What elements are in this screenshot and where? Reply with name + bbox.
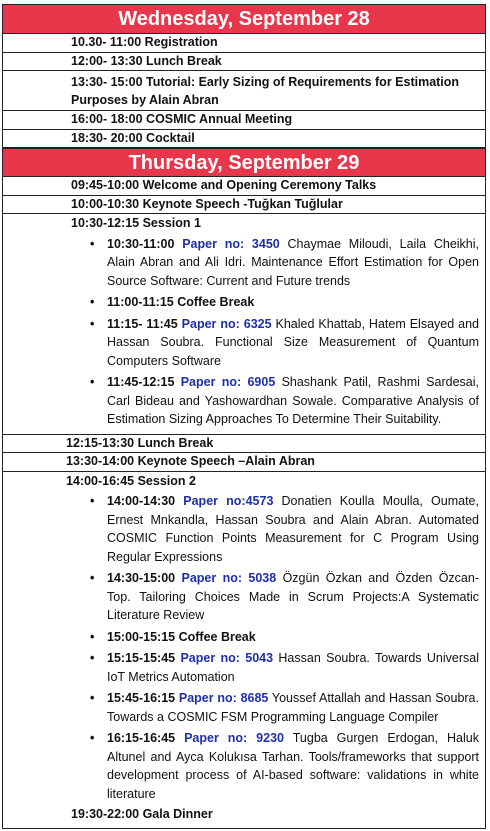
talk-item: • 11:00-11:15 Coffee Break bbox=[71, 293, 479, 312]
paper-number: Paper no: 8685 bbox=[178, 691, 269, 705]
session-2-title: 14:00-16:45 Session 2 bbox=[66, 473, 196, 488]
paper-number: Paper no: 6325 bbox=[181, 316, 272, 331]
talk-item: • 11:15- 11:45 Paper no: 6325 Khaled Khattab, Hatem Elsayed and Hassan Soubra. Functional Size Measurement of Quantum Computers Software bbox=[71, 315, 479, 371]
schedule-row-keynote: 10:00-10:30 Keynote Speech -Tuğkan Tuğlular bbox=[3, 196, 485, 215]
session-1-title: 10:30-12:15 Session 1 bbox=[71, 216, 201, 230]
talk-item: • 15:00-15:15 Coffee Break bbox=[71, 628, 479, 647]
session-1-talk-list bbox=[71, 235, 479, 429]
session-2-talk-list bbox=[71, 492, 479, 803]
schedule-row-welcome: 09:45-10:00 Welcome and Opening Ceremony Talks bbox=[3, 177, 485, 196]
talk-item: • 16:15-16:45 Paper no: 9230 Tugba Gurgen Erdogan, Haluk Altunel and Ayca Kolukısa Tarhan. Tools/frameworks that support development process of AI-based software: validations in white literature bbox=[71, 729, 479, 803]
schedule-row: 16:00- 18:00 COSMIC Annual Meeting bbox=[3, 111, 485, 130]
paper-number: Paper no:4573 bbox=[183, 494, 274, 508]
session-2 bbox=[3, 472, 485, 828]
talk-item: • 15:15-15:45 Paper no: 5043 Hassan Soubra. Towards Universal IoT Metrics Automation bbox=[71, 649, 479, 686]
paper-number: Paper no: 9230 bbox=[184, 731, 284, 745]
schedule-row-dinner: 19:30-22:00 Gala Dinner bbox=[71, 807, 213, 821]
paper-number: Paper no: 6905 bbox=[180, 375, 276, 389]
day-header-wednesday: Wednesday, September 28 bbox=[3, 5, 485, 34]
talk-item: • 14:00-14:30 Paper no:4573 Donatien Koulla Moulla, Oumate, Ernest Mnkandla, Hassan Soubra and Alain Abran. Automated COSMIC Function Points Measurement for C Program Using Regular Expressions bbox=[71, 492, 479, 566]
schedule-row: 10.30- 11:00 Registration bbox=[3, 34, 485, 53]
schedule-row: 13:30- 15:00 Tutorial: Early Sizing of Requirements for Estimation Purposes by Alain Abran bbox=[3, 71, 485, 111]
schedule-row-keynote: 13:30-14:00 Keynote Speech –Alain Abran bbox=[3, 453, 485, 472]
session-1 bbox=[3, 214, 485, 435]
talk-item: • 14:30-15:00 Paper no: 5038 Özgün Özkan and Özden Özcan-Top. Tailoring Choices Made in Scrum Projects:A Systematic Literature Review bbox=[71, 569, 479, 625]
schedule-table bbox=[2, 4, 486, 829]
talk-item: • 11:45-12:15 Paper no: 6905 Shashank Patil, Rashmi Sardesai, Carl Bideau and Yashowardhan Sowale. Comparative Analysis of Estimation Sizing Approaches To Determine Their Suitability. bbox=[71, 373, 479, 429]
talk-item: • 15:45-16:15 Paper no: 8685 Youssef Attallah and Hassan Soubra. Towards a COSMIC FSM Programming Language Compiler bbox=[71, 689, 479, 726]
schedule-row: 18:30- 20:00 Cocktail bbox=[3, 130, 485, 149]
paper-number: Paper no: 5038 bbox=[181, 571, 277, 585]
paper-number: Paper no: 3450 bbox=[182, 236, 280, 251]
talk-item: • 10:30-11:00 Paper no: 3450 Chaymae Miloudi, Laila Cheikhi, Alain Abran and Ali Idri. Maintenance Effort Estimation for Open Source Software: Current and Future trends bbox=[71, 235, 479, 291]
schedule-row-lunch: 12:15-13:30 Lunch Break bbox=[3, 435, 485, 454]
paper-number: Paper no: 5043 bbox=[180, 651, 274, 665]
schedule-row: 12:00- 13:30 Lunch Break bbox=[3, 53, 485, 72]
day-header-thursday: Thursday, September 29 bbox=[3, 148, 485, 177]
